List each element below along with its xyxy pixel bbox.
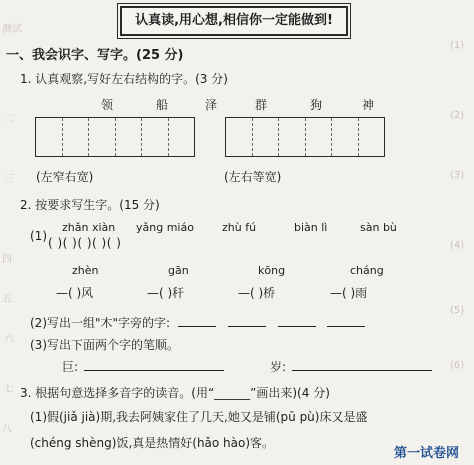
- pinyin: zhèn: [72, 264, 99, 277]
- stroke-order-blank[interactable]: [84, 370, 224, 371]
- stroke-order-line-1: [62, 358, 224, 375]
- section-title: 一、我会识字、写字。(25 分): [6, 48, 184, 63]
- polyphone-sentence-1[interactable]: (1)假(jiǎ jià)期,我去阿姨家住了几天,她又是铺(pū pù)床又是盛: [30, 410, 368, 424]
- grid-caption-right: (左右等宽): [224, 170, 282, 184]
- bleed-text: 二: [4, 114, 14, 125]
- answer-blank[interactable]: [278, 326, 316, 327]
- pinyin: yǎng miáo: [136, 221, 194, 234]
- stroke-char-sui: 岁:: [270, 360, 287, 374]
- bleed-text: (2): [450, 110, 465, 121]
- fill-blank-item[interactable]: —( )风: [56, 286, 94, 300]
- bleed-text: 七: [4, 384, 14, 395]
- answer-blank[interactable]: [327, 326, 365, 327]
- fill-blank-item[interactable]: —( )雨: [330, 286, 368, 300]
- pinyin: zhù fú: [222, 221, 257, 234]
- bleed-text: 八: [2, 424, 12, 435]
- pinyin: gān: [168, 264, 189, 277]
- stroke-char-ju: 巨:: [62, 360, 79, 374]
- grid-caption-left: (左窄右宽): [36, 170, 94, 184]
- bleed-text: (1): [450, 40, 465, 51]
- bleed-text: (5): [450, 305, 465, 316]
- pinyin: biàn lì: [294, 221, 328, 234]
- bleed-text: 三: [4, 174, 14, 185]
- model-char: 泽: [205, 98, 219, 112]
- bleed-text: (3): [450, 170, 465, 181]
- stroke-order-line-2: [270, 358, 432, 375]
- model-char: 领: [101, 98, 115, 112]
- answer-blank[interactable]: [228, 326, 266, 327]
- bleed-text: 四: [2, 254, 12, 265]
- stroke-order-prompt: (3)写出下面两个字的笔顺。: [30, 338, 179, 352]
- fill-blank-item[interactable]: —( )桥: [238, 286, 276, 300]
- wood-radical-line: [30, 314, 365, 331]
- model-char: 神: [362, 98, 376, 112]
- question-1-prompt: 1. 认真观察,写好左右结构的字。(3 分): [20, 72, 228, 86]
- question-3-prompt: 3. 根据句意选择多音字的读音。(用“______”画出来)(4 分): [20, 386, 330, 400]
- pinyin: cháng: [350, 264, 384, 277]
- answer-blank[interactable]: [178, 326, 216, 327]
- site-logo: 第一试卷网: [392, 442, 461, 461]
- question-2-prompt: 2. 按要求写生字。(15 分): [20, 198, 160, 212]
- pinyin: kōng: [258, 264, 286, 277]
- answer-parens-row-1[interactable]: ( )( )( )( )( ): [48, 236, 122, 250]
- bleed-text: 五: [2, 294, 12, 305]
- bleed-text: (6): [450, 360, 465, 371]
- bleed-text: (4): [450, 240, 465, 251]
- stroke-order-blank[interactable]: [292, 370, 432, 371]
- model-char: 船: [156, 98, 170, 112]
- model-char: 狗: [310, 98, 324, 112]
- pinyin: sàn bù: [360, 221, 397, 234]
- bleed-text: 测试: [2, 24, 22, 35]
- model-char: 群: [255, 98, 269, 112]
- bleed-text: 六: [4, 334, 14, 345]
- pinyin: zhǎn xiàn: [62, 221, 116, 234]
- motto-banner: 认真读,用心想,相信你一定能做到!: [120, 6, 348, 36]
- writing-grid-right[interactable]: [225, 117, 385, 157]
- sub-question-label: (1): [30, 229, 47, 243]
- fill-blank-item[interactable]: —( )秆: [147, 286, 185, 300]
- writing-grid-left[interactable]: [35, 117, 195, 157]
- wood-radical-prompt: (2)写出一组"木"字旁的字:: [30, 316, 171, 330]
- polyphone-sentence-2[interactable]: (chéng shèng)饭,真是热情好(hǎo hào)客。: [30, 436, 275, 450]
